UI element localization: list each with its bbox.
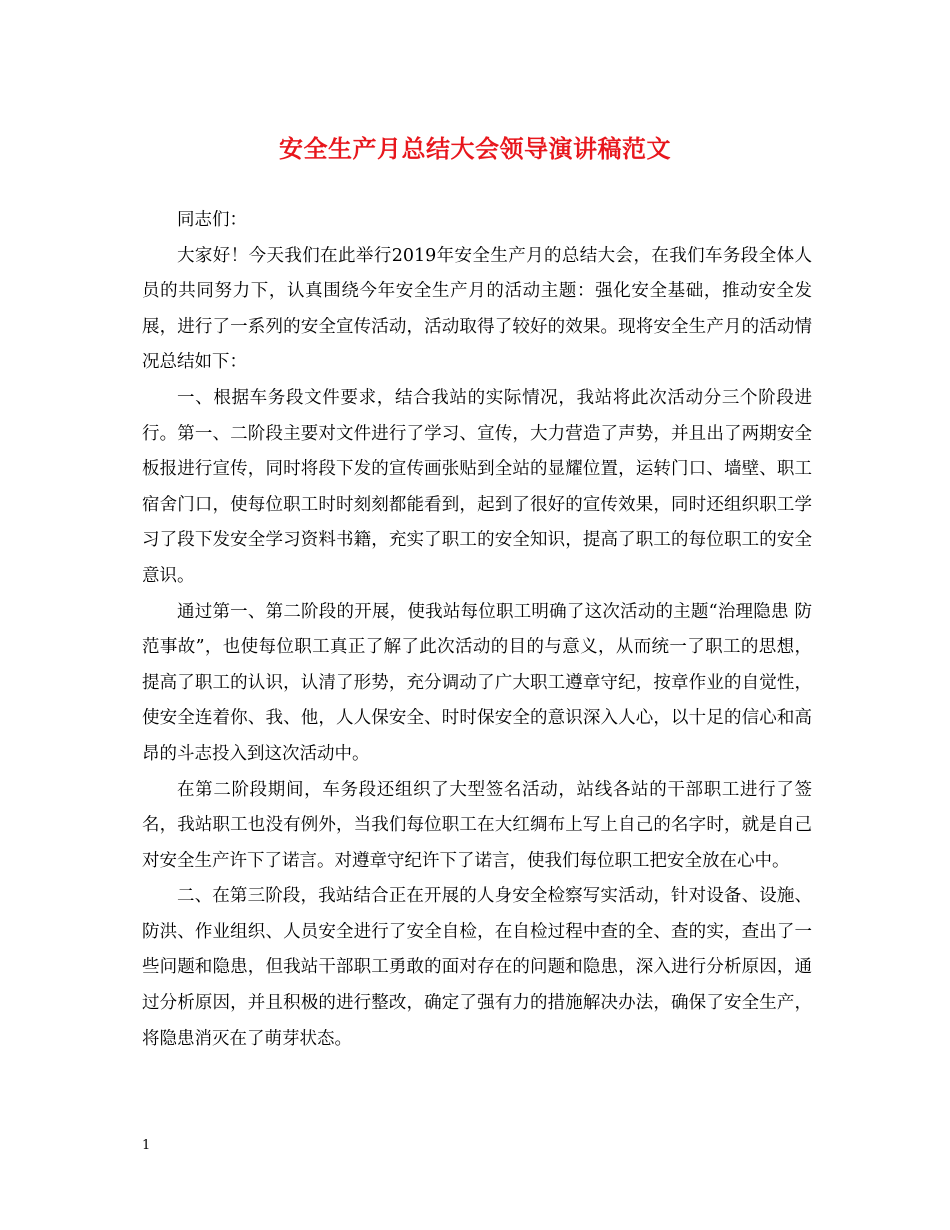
salutation: 同志们： — [177, 210, 247, 230]
paragraph-5: 二、在第三阶段，我站结合正在开展的人身安全检察写实活动，针对设备、设施、防洪、作业组织、人员安全进行了安全自检，在自检过程中查的全、查的实，查出了一些问题和隐患，但我站干部职工勇敢的面对存在的问题和隐患，深入进行分析原因，通过分析原因，并且积极的进行整改，确定了强有力的措施解决办法，确保了安全生产，将隐患消灭在了萌芽状态。 — [142, 886, 812, 1049]
page-number: 1 — [142, 1138, 151, 1153]
paragraph-1: 大家好！今天我们在此举行2019年安全生产月的总结大会，在我们车务段全体人员的共同努力下，认真围绕今年安全生产月的活动主题：强化安全基础，推动安全发展，进行了一系列的安全宣传活动，活动取得了较好的效果。现将安全生产月的活动情况总结如下： — [142, 245, 812, 373]
document-body — [142, 203, 812, 1057]
document-title: 安全生产月总结大会领导演讲稿范文 — [279, 134, 671, 163]
paragraph-4: 在第二阶段期间，车务段还组织了大型签名活动，站线各站的干部职工进行了签名，我站职工也没有例外，当我们每位职工在大红绸布上写上自己的名字时，就是自己对安全生产许下了诺言。对遵章守纪许下了诺言，使我们每位职工把安全放在心中。 — [142, 779, 812, 871]
paragraph-3: 通过第一、第二阶段的开展，使我站每位职工明确了这次活动的主题“治理隐患 防范事故”，也使每位职工真正了解了此次活动的目的与意义，从而统一了职工的思想，提高了职工的认识，认清了形势，充分调动了广大职工遵章守纪，按章作业的自觉性，使安全连着你、我、他，人人保安全、时时保安全的意识深入人心，以十足的信心和高昂的斗志投入到这次活动中。 — [142, 601, 812, 764]
paragraph-2: 一、根据车务段文件要求，结合我站的实际情况，我站将此次活动分三个阶段进行。第一、二阶段主要对文件进行了学习、宣传，大力营造了声势，并且出了两期安全板报进行宣传，同时将段下发的宣传画张贴到全站的显耀位置，运转门口、墙壁、职工宿舍门口，使每位职工时时刻刻都能看到，起到了很好的宣传效果，同时还组织职工学习了段下发安全学习资料书籍，充实了职工的安全知识，提高了职工的每位职工的安全意识。 — [142, 387, 812, 586]
